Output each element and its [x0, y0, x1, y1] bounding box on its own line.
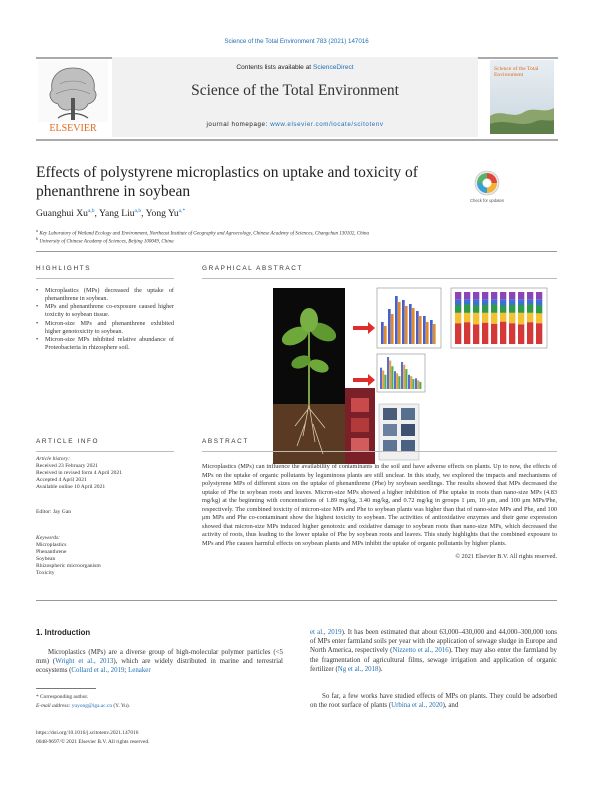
paragraph-text: ).: [378, 665, 383, 673]
divider: [36, 451, 174, 452]
bar: [398, 302, 401, 344]
graphical-abstract-image: [273, 286, 557, 466]
bar: [387, 357, 389, 389]
stacked-bar-segment: [464, 322, 470, 344]
stacked-bar-segment: [536, 292, 542, 299]
paragraph-text: ). It has been estimated that about 63,000–430,000 and 44,000–300,000 tons of MPs enter farmland soils per year with the application of sewage sludge in Europe and North America, respectively (: [310, 629, 557, 655]
bar: [426, 322, 429, 344]
bar: [382, 371, 384, 389]
intro-paragraph: [36, 648, 283, 676]
keywords: [36, 535, 101, 577]
author-name: Guanghui Xu: [36, 208, 88, 220]
keyword: Microplastics: [36, 542, 67, 548]
affiliation-text: University of Chinese Academy of Sciences, Beijing 100049, China: [39, 239, 174, 245]
stacked-bar-segment: [527, 322, 533, 344]
stacked-bar-segment: [500, 299, 506, 305]
stacked-bar-segment: [482, 323, 488, 344]
bar: [396, 373, 398, 389]
stacked-bar-segment: [455, 300, 461, 305]
highlights-heading: HIGHLIGHTS: [36, 265, 92, 272]
stacked-bar-segment: [500, 306, 506, 313]
bar: [410, 376, 412, 389]
stacked-bar-segment: [491, 324, 497, 344]
stacked-bar-segment: [491, 313, 497, 324]
stacked-bar-segment: [464, 292, 470, 299]
stacked-bar-segment: [518, 299, 524, 305]
email-line: [36, 703, 130, 709]
paragraph-text: ). They may also enter the farmland by the fragmentation of agricultural films, sewage irrigation and application of organic fertilizer (: [310, 647, 557, 673]
journal-homepage: [112, 121, 478, 128]
stacked-bar-segment: [473, 313, 479, 324]
bar: [419, 316, 422, 344]
stacked-bar-segment: [509, 299, 515, 305]
bar: [430, 320, 433, 344]
stacked-bar-segment: [491, 292, 497, 299]
highlight-text: Micron-size MPs inhibited relative abundance of Proteobacteria in rhizosphere soil.: [45, 336, 174, 351]
stacked-bar-segment: [455, 323, 461, 344]
bar: [419, 382, 421, 389]
stacked-bar-segment: [473, 306, 479, 313]
article-history: [36, 456, 122, 491]
bar: [412, 379, 414, 389]
stacked-bar-segment: [455, 313, 461, 323]
stacked-bar-segment: [455, 305, 461, 313]
contents-line: [112, 64, 478, 71]
affiliation: [36, 236, 174, 245]
elsevier-logo: [38, 60, 108, 134]
stacked-bar-segment: [509, 323, 515, 344]
stacked-bar-segment: [482, 305, 488, 313]
bar: [409, 304, 412, 344]
stacked-bar-segment: [527, 299, 533, 304]
stacked-bar-segment: [464, 313, 470, 322]
homepage-link[interactable]: www.elsevier.com/locate/scitotenv: [270, 121, 384, 128]
bar: [381, 322, 384, 344]
crossmark-icon[interactable]: [474, 170, 500, 196]
email-link[interactable]: yuyong@iga.ac.cn: [71, 703, 113, 709]
abstract-heading: ABSTRACT: [202, 438, 249, 445]
elsevier-logo-text: ELSEVIER: [49, 123, 97, 134]
abstract-text: Microplastics (MPs) can influence the availability of contaminants in the soil and have adverse effects on plants. Up to now, the effects of MPs on the uptake of organic pollutants by leguminous plants are still unclear. In this study, we explored the impacts and mechanisms of polystyrene MPs of different sizes on the uptake of phenanthrene (Phe) by soybean seedlings. The results showed that MPs decreased the uptake of Phe in soybean roots and leaves. Micron-size MPs showed a higher inhibition of Phe uptake in roots than nano-size MPs (4.83 mg/kg) at the beginning with concentrations of 1.89 mg/kg, 3.40 mg/kg, and 0.72 mg/kg in groups 1 μm, 10 μm, and 100 μm MPs/Phe, respectively. The combined toxicity of micron-size MPs and Phe to soybean plants was higher than that of nano-size MPs and Phe, and 100 μm MPs and Phe co-contaminant show the highest toxicity to soybean. The activities of antioxidative enzymes and their gene expression showed that micron-size MPs induced higher genotoxic and oxidative damage to soybean roots than nano-size MPs, which decreased the activity of roots, thus leading to the lower uptake of Phe by soybean roots and leaves. This study highlights that the combined exposure to MPs and Phe causes harmful effects on soybean plants and MPs inhibit the uptake of organic pollutants by higher plants.: [202, 463, 557, 547]
affiliation-text: Key Laboratory of Wetland Ecology and Environment, Northeast Institute of Geography and Agroecology, Chinese Academy of Sciences, Changchun 130102, China: [39, 231, 369, 237]
journal-citation[interactable]: Science of the Total Environment 783 (2021) 147016: [224, 38, 369, 45]
highlights-list: [36, 287, 174, 353]
stacked-bar-segment: [509, 313, 515, 323]
keyword: Phenanthrene: [36, 549, 67, 555]
sciencedirect-link[interactable]: ScienceDirect: [312, 64, 354, 71]
keyword: Rhizospheric microorganism: [36, 563, 101, 569]
stacked-bar-segment: [536, 299, 542, 305]
citation-link[interactable]: Collard et al., 2019: [71, 667, 125, 675]
history-entry: Available online 10 April 2021: [36, 484, 106, 490]
bar: [408, 375, 410, 389]
intro-paragraph: [310, 692, 557, 710]
stacked-bar-segment: [536, 323, 542, 344]
bar: [403, 365, 405, 389]
history-entry: Received 23 February 2021: [36, 463, 98, 469]
stacked-bar-segment: [527, 304, 533, 312]
corresponding-author-note: * Corresponding author.: [36, 694, 89, 700]
stacked-bar-segment: [518, 313, 524, 324]
paragraph-text: ), and: [442, 702, 459, 710]
paragraph-text: ;: [124, 667, 129, 675]
paragraph-text: So far, a few works have studied effects of MPs on plants. They could be adsorbed on the root surface of plants (: [310, 693, 557, 710]
divider: [202, 451, 557, 452]
crossmark-label: Check for updates: [470, 198, 504, 203]
bar: [391, 366, 393, 389]
bar: [394, 371, 396, 389]
history-entry: Accepted 4 April 2021: [36, 477, 87, 483]
stacked-bar-segment: [518, 324, 524, 344]
bar: [415, 378, 417, 389]
bar: [412, 308, 415, 344]
divider: [36, 251, 557, 252]
footnote-divider: [36, 688, 96, 689]
citation-link[interactable]: Urbina et al., 2020: [391, 702, 443, 710]
intro-paragraph: [310, 628, 557, 674]
stacked-bar-segment: [464, 304, 470, 312]
author-affiliation-mark[interactable]: a,*: [178, 208, 186, 214]
author-list: Guanghui Xu$^{a,b}$, Yang Liu$^{a,b}$, Yong $Yu^{a,*}$: [36, 208, 186, 220]
email-suffix: (Y. Yu).: [112, 703, 130, 709]
arrow-icon: [353, 374, 375, 386]
arrow-icon: [353, 322, 375, 334]
highlight-item: [36, 336, 174, 351]
stacked-bar-segment: [536, 313, 542, 323]
stacked-bar-segment: [491, 304, 497, 312]
keyword: Toxicity: [36, 570, 55, 576]
issn-line: 0048-9697/© 2021 Elsevier B.V. All rights reserved.: [36, 739, 150, 745]
author-name: Yang Liu: [99, 208, 135, 220]
stacked-bar-segment: [518, 292, 524, 299]
stacked-bar-segment: [500, 313, 506, 322]
stacked-bar-segment: [509, 305, 515, 313]
stacked-bar-segment: [536, 306, 542, 314]
graphical-abstract-heading: GRAPHICAL ABSTRACT: [202, 265, 304, 272]
bar: [388, 309, 391, 344]
affiliation-mark: b: [36, 236, 39, 241]
citation-link[interactable]: et al., 2019: [310, 629, 342, 636]
author-name: Yong Yu: [145, 208, 179, 220]
bar: [402, 300, 405, 344]
stacked-bar-segment: [482, 299, 488, 305]
bar: [405, 306, 408, 344]
highlight-item: • Micron-size MPs and phenanthrene exhibited higher genotoxicity to soybean.: [36, 320, 174, 335]
bar: [405, 369, 407, 389]
bar: [384, 326, 387, 344]
bar: [401, 362, 403, 389]
bar: [395, 296, 398, 344]
citation-link[interactable]: Lenaker: [128, 667, 151, 675]
highlight-item: • Microplastics (MPs) decreased the uptake of phenanthrene in soybean.: [36, 287, 174, 302]
bar: [417, 380, 419, 389]
bar: [398, 376, 400, 389]
homepage-label: journal homepage:: [206, 121, 271, 128]
article-info-heading: ARTICLE INFO: [36, 438, 100, 445]
paragraph-text: ), which are widely distributed in marine and terrestrial ecosystems (: [36, 658, 283, 675]
stacked-bar-segment: [500, 322, 506, 344]
stacked-bar-segment: [509, 292, 515, 299]
soil-layer: [273, 404, 345, 464]
journal-title: Science of the Total Environment: [191, 82, 399, 99]
citation-link[interactable]: Ng et al., 2018: [337, 665, 379, 673]
stacked-bar-segment: [491, 299, 497, 304]
paragraph-text: Microplastics (MPs) are a diverse group of high-molecular polymer particles (<5 mm) (: [36, 649, 283, 666]
stacked-bar-segment: [473, 324, 479, 344]
doi-link[interactable]: https://doi.org/10.1016/j.scitotenv.2021.147016: [36, 730, 139, 736]
stacked-bar-segment: [455, 292, 461, 300]
highlight-item: • MPs and phenanthrene co-exposure caused higher toxicity to soybean tissue.: [36, 303, 174, 318]
bar: [389, 361, 391, 389]
bar: [380, 368, 382, 389]
article-title: Effects of polystyrene microplastics on uptake and toxicity of phenanthrene in soybean: [36, 164, 418, 200]
bar: [433, 324, 436, 344]
stacked-bar-segment: [527, 313, 533, 322]
editor: Editor: Jay Gan: [36, 509, 72, 515]
stacked-bar-segment: [500, 292, 506, 299]
abstract-copyright: © 2021 Elsevier B.V. All rights reserved.: [455, 553, 557, 560]
section-heading: 1. Introduction: [36, 628, 91, 637]
author-affiliation-mark[interactable]: a,b: [134, 208, 142, 214]
stacked-bar-segment: [482, 313, 488, 323]
stacked-bar-segment: [518, 305, 524, 313]
email-label: E-mail address:: [36, 703, 72, 709]
history-label: Article history:: [36, 456, 71, 462]
stacked-bar-segment: [473, 299, 479, 305]
citation-link[interactable]: Wright et al., 2013: [55, 658, 114, 666]
divider: [202, 278, 557, 279]
bar: [391, 314, 394, 344]
author-affiliation-mark[interactable]: a,b: [87, 208, 95, 214]
history-entry: Received in revised form 4 April 2021: [36, 470, 123, 476]
contents-prefix: Contents lists available at: [236, 64, 313, 71]
stacked-bar-segment: [464, 299, 470, 304]
bar: [384, 375, 386, 389]
journal-cover-title: Science of the Total Environment: [494, 66, 539, 79]
keywords-label: Keywords:: [36, 535, 61, 541]
bar: [416, 311, 419, 344]
stacked-bar-segment: [527, 292, 533, 299]
journal-cover-art: [490, 98, 554, 134]
divider: [36, 278, 174, 279]
keyword: Soybean: [36, 556, 56, 562]
bar: [423, 316, 426, 344]
divider: [36, 600, 557, 601]
stacked-bar-segment: [482, 292, 488, 299]
citation-link[interactable]: Nizzetto et al., 2016: [392, 647, 449, 655]
affiliation-mark: a: [36, 228, 39, 233]
stacked-bar-segment: [473, 292, 479, 299]
